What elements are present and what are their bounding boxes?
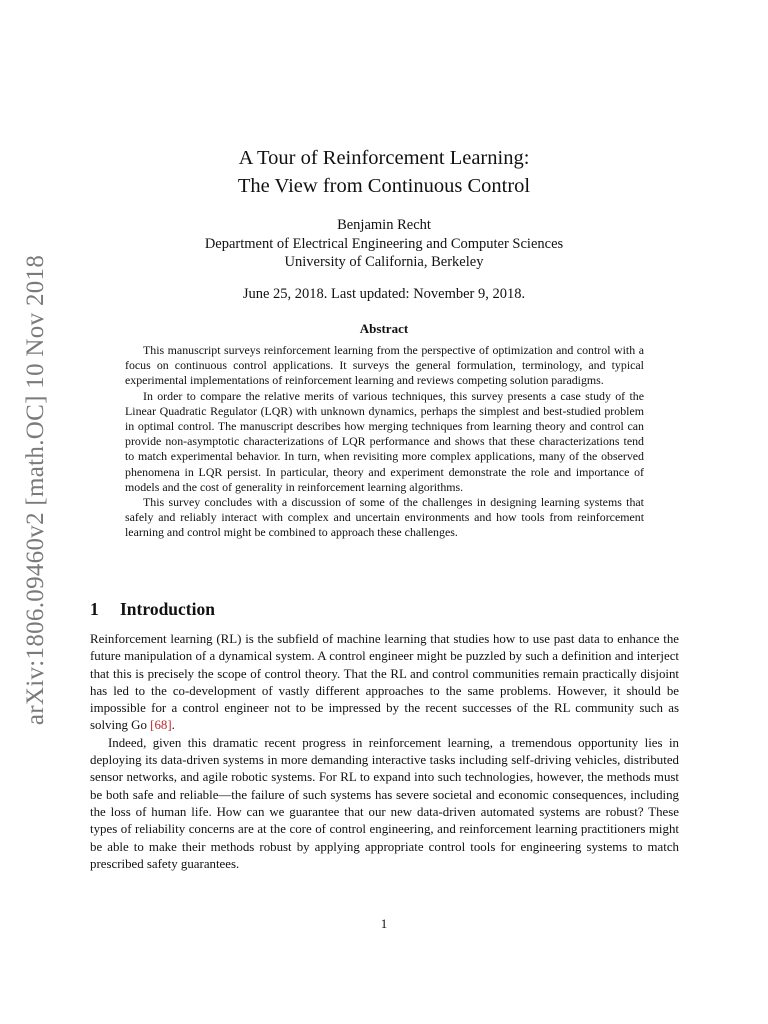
author-university: University of California, Berkeley [284, 254, 484, 270]
body-paragraph-text: Reinforcement learning (RL) is the subfield of machine learning that studies how to use past data to enhance the future manipulation of a dynamical system. A control engineer might be puzzled by such a definition and interject that this is precisely the scope of control theory. That the RL and control communities remain practically disjoint has led to the co-development of vastly different approaches to the same problems. However, it should be impossible for a control engineer not to be impressed by the recent successes of the RL community such as solving Go [90, 632, 679, 733]
abstract-body [125, 343, 644, 541]
section-number: 1 [90, 599, 99, 619]
paper-title [0, 144, 768, 200]
section-title: Introduction [120, 599, 215, 619]
introduction-body [90, 631, 679, 873]
citation-link-68[interactable]: [68] [150, 718, 172, 733]
abstract-paragraph: This survey concludes with a discussion of some of the challenges in designing learning systems that safely and reliably interact with complex and uncertain environments and how tools from reinforcement learning and control might be combined to approach these challenges. [125, 495, 644, 540]
abstract-heading: Abstract [359, 321, 409, 336]
author-block [0, 216, 768, 272]
title-line-1: A Tour of Reinforcement Learning: [238, 147, 530, 169]
body-paragraph [90, 631, 679, 735]
section-heading-introduction [90, 599, 215, 620]
body-paragraph-end: . [171, 718, 175, 733]
page-number: 1 [380, 916, 388, 931]
date-line: June 25, 2018. Last updated: November 9, 2018. [242, 286, 526, 302]
abstract-paragraph: In order to compare the relative merits of various techniques, this survey presents a case study of the Linear Quadratic Regulator (LQR) with unknown dynamics, perhaps the simplest and best-studied problem in optimal control. The manuscript describes how merging techniques from learning theory and control can provide non-asymptotic characterizations of LQR performance and shows that these characterizations tend to match experimental behavior. In turn, when revisiting more complex applications, many of the observed phenomena in LQR persist. In particular, theory and experiment demonstrate the role and importance of models and the cost of generality in reinforcement learning algorithms. [125, 388, 644, 494]
author-name: Benjamin Recht [337, 217, 431, 233]
title-line-2: The View from Continuous Control [237, 175, 531, 197]
body-paragraph: Indeed, given this dramatic recent progress in reinforcement learning, a tremendous opportunity lies in deploying its data-driven systems in more demanding interactive tasks including self-driving vehicles, distributed sensor networks, and agile robotic systems. For RL to expand into such technologies, however, the methods must be both safe and reliable—the failure of such systems has severe societal and economic consequences, including the loss of human life. How can we guarantee that our new data-driven automated systems are robust? These types of reliability concerns are at the core of control engineering, and reinforcement learning practitioners might be able to make their methods robust by applying appropriate control tools for engineering systems to match prescribed safety guarantees. [90, 735, 679, 871]
arxiv-identifier-stamp: arXiv:1806.09460v2 [math.OC] 10 Nov 2018 [22, 254, 49, 726]
abstract-paragraph: This manuscript surveys reinforcement learning from the perspective of optimization and control with a focus on continuous control applications. It surveys the general formulation, terminology, and typical experimental implementations of reinforcement learning and reviews competing solution paradigms. [125, 343, 644, 388]
author-department: Department of Electrical Engineering and Computer Sciences [204, 235, 564, 252]
